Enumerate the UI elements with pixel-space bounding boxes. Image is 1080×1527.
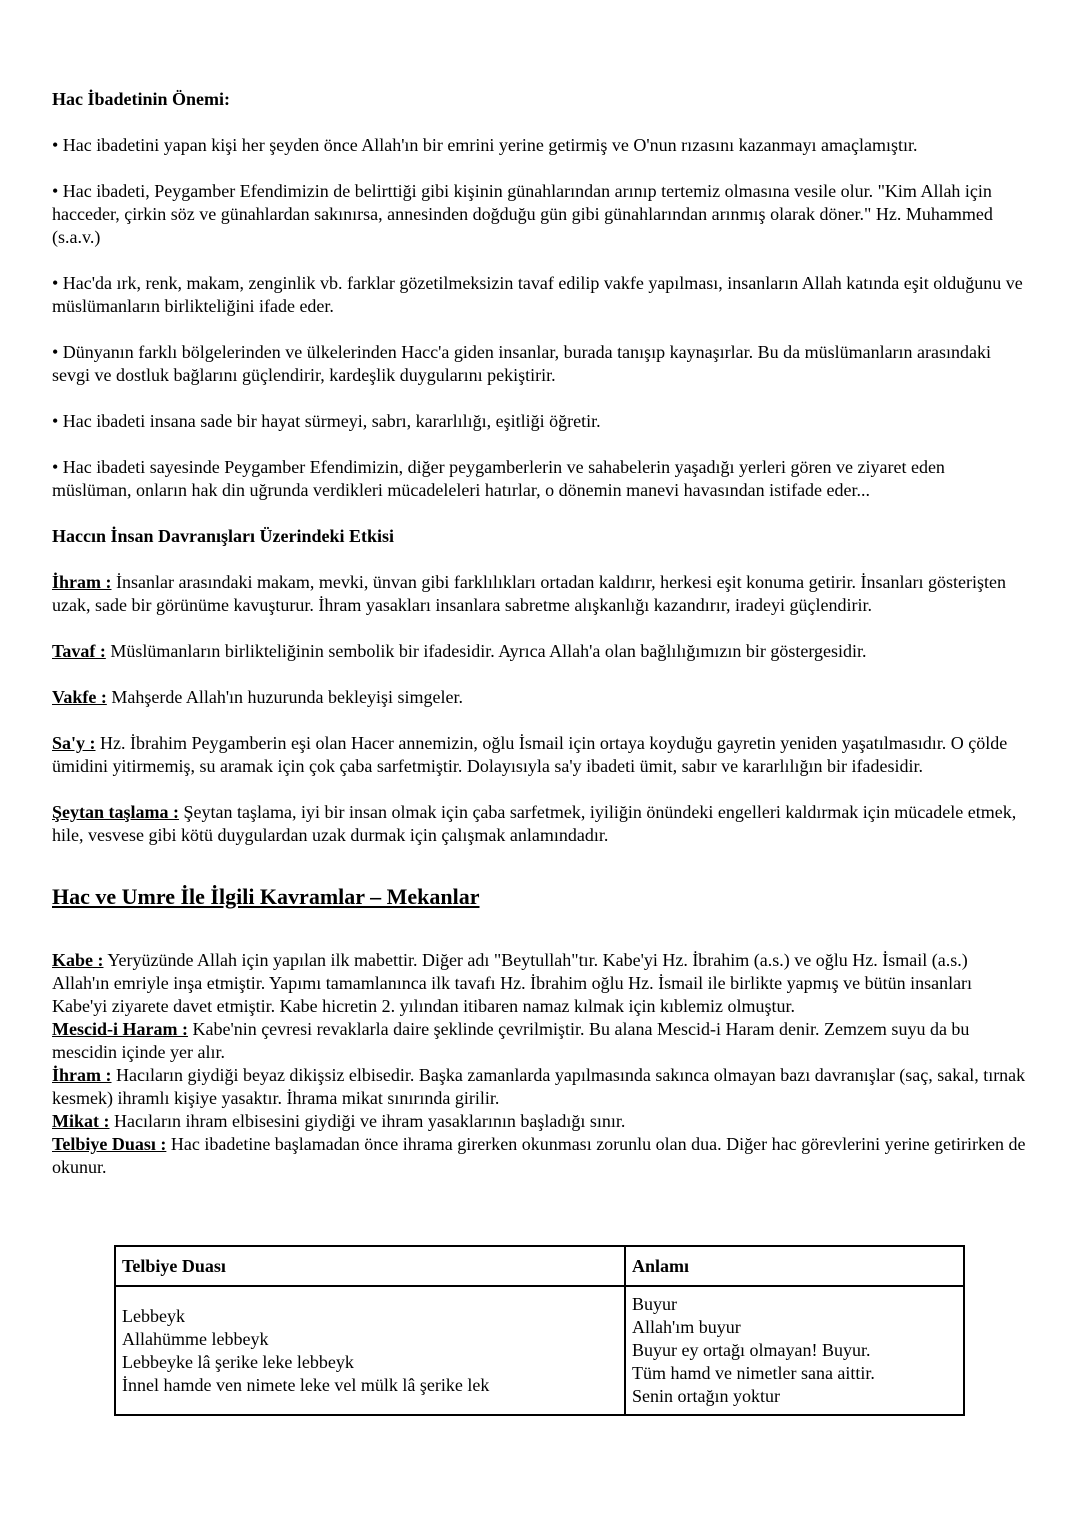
telbiye-line: İnnel hamde ven nimete leke vel mülk lâ şerike lek [122, 1374, 490, 1395]
concept-item [52, 949, 1028, 1018]
telbiye-line: Lebbeyke lâ şerike leke lebbeyk [122, 1351, 354, 1372]
concept-item [52, 1018, 1028, 1064]
concept-item [52, 1064, 1028, 1110]
meaning-line: Buyur [632, 1294, 677, 1314]
importance-bullet: • Dünyanın farklı bölgelerinden ve ülkelerinden Hacc'a giden insanlar, burada tanışıp kaynaşırlar. Bu da müslümanların arasındaki sevgi ve dostluk bağlarını güçlendirir, kardeşlik duygularını pekiştirir. [52, 342, 992, 385]
importance-bullet: • Hac ibadeti, Peygamber Efendimizin de belirttiği gibi kişinin günahlarından arınıp tertemiz olmasına vesile olur. "Kim Allah için hacceder, çirkin söz ve günahlardan sakınırsa, annesinden doğduğu gün gibi günahlarından arınmış olarak döner." Hz. Muhammed (s.a.v.) [52, 181, 993, 247]
meaning-line: Allah'ım buyur [632, 1317, 741, 1337]
concept-term: Mikat : [52, 1111, 110, 1131]
meaning-line: Tüm hamd ve nimetler sana aittir. [632, 1363, 875, 1383]
concept-term: Telbiye Duası : [52, 1134, 167, 1154]
effect-term: Şeytan taşlama : [52, 802, 179, 822]
effect-item [52, 801, 1028, 847]
importance-bullet: • Hac'da ırk, renk, makam, zenginlik vb. farklar gözetilmeksizin tavaf edilip vakfe yapılması, insanların Allah katında eşit olduğunu ve müslümanların birlikteliğini ifade eder. [52, 273, 1023, 316]
concept-item [52, 1133, 1028, 1179]
concept-term: İhram : [52, 1065, 112, 1085]
effect-text: İnsanlar arasındaki makam, mevki, ünvan gibi farklılıkları ortadan kaldırır, herkesi eşit konuma getirir. İnsanları gösterişten uzak, sade bir görünüme kavuşturur. İhram yasakları insanlara sabretme alışkanlığı kazandırır, iradeyi güçlendirir. [52, 572, 1007, 615]
table-header-row [115, 1246, 964, 1286]
effect-item [52, 732, 1028, 778]
concept-text: Hacıların ihram elbisesini giydiği ve ihram yasaklarının başladığı sınır. [109, 1111, 626, 1131]
importance-bullet: • Hac ibadeti insana sade bir hayat sürmeyi, sabrı, kararlılığı, eşitliği öğretir. [52, 411, 601, 431]
importance-bullet: • Hac ibadeti sayesinde Peygamber Efendimizin, diğer peygamberlerin ve sahabelerin yaşadığı yerleri gören ve ziyaret eden müslüman, onların hak din uğrunda verdikleri mücadeleleri hatırlar, o dönemin manevi havasından istifade eder... [52, 457, 945, 500]
concept-item [52, 1110, 1028, 1133]
effect-term: Sa'y : [52, 733, 96, 753]
concepts-heading: Hac ve Umre İle İlgili Kavramlar – Mekanlar [52, 884, 480, 909]
concept-text: Kabe'nin çevresi revaklarla daire şeklinde çevrilmiştir. Bu alana Mescid-i Haram denir. Zemzem suyu da bu mescidin içinde yer alır. [52, 1019, 970, 1062]
effect-text: Müslümanların birlikteliğinin sembolik bir ifadesidir. Ayrıca Allah'a olan bağlılığımızın bir göstergesidir. [105, 641, 867, 661]
effect-item [52, 686, 1028, 709]
concept-term: Mescid-i Haram : [52, 1019, 188, 1039]
telbiye-line: Lebbeyk [122, 1305, 185, 1326]
effect-item [52, 640, 1028, 663]
concept-text: Yeryüzünde Allah için yapılan ilk mabettir. Diğer adı "Beytullah"tır. Kabe'yi Hz. İbrahim (a.s.) ve oğlu Hz. İsmail (a.s.) Allah'ın emriyle inşa etmiştir. Yapımı tamamlanınca ilk tavafı Hz. İbrahim oğlu Hz. İsmail ile birlikte yapmış ve bütün insanları Kabe'yi ziyarete davet etmiştir. Kabe hicretin 2. yılından itibaren namaz kılmak için kıblemiz olmuştur. [52, 950, 973, 1016]
concept-text: Hacıların giydiği beyaz dikişsiz elbisedir. Başka zamanlarda yapılmasında sakınca olmayan bazı davranışlar (saç, sakal, tırnak kesmek) ihramlı kişiye yasaktır. İhrama mikat sınırında girilir. [52, 1065, 1026, 1108]
telbiye-line: Allahümme lebbeyk [122, 1328, 269, 1349]
effect-term: Tavaf : [52, 641, 106, 661]
table-row [115, 1286, 964, 1415]
importance-heading: Hac İbadetinin Önemi: [52, 89, 231, 109]
effect-term: İhram : [52, 572, 112, 592]
telbiye-table [114, 1245, 965, 1416]
meaning-line: Senin ortağın yoktur [632, 1386, 780, 1406]
concept-term: Kabe : [52, 950, 104, 970]
document-page [52, 88, 1028, 1179]
effect-text: Şeytan taşlama, iyi bir insan olmak için çaba sarfetmek, iyiliğin önündeki engelleri kaldırmak için mücadele etmek, hile, vesvese gibi kötü duygulardan uzak durmak için çalışmak anlamındadır. [52, 802, 1017, 845]
meaning-text-cell [625, 1286, 964, 1415]
effect-text: Hz. İbrahim Peygamberin eşi olan Hacer annemizin, oğlu İsmail için ortaya koyduğu gayretin yeniden yaşatılmasıdır. O çölde ümidini yitirmemiş, su aramak için çok çaba sarfetmiştir. Dolayısıyla sa'y ibadeti ümit, sabır ve kararlılığın bir ifadesidir. [52, 733, 1008, 776]
effect-item [52, 571, 1028, 617]
effects-heading: Haccın İnsan Davranışları Üzerindeki Etkisi [52, 526, 395, 546]
importance-bullet: • Hac ibadetini yapan kişi her şeyden önce Allah'ın bir emrini yerine getirmiş ve O'nun rızasını kazanmayı amaçlamıştır. [52, 135, 918, 155]
telbiye-text-cell [115, 1286, 625, 1415]
table-header-telbiye: Telbiye Duası [115, 1246, 625, 1286]
concept-text: Hac ibadetine başlamadan önce ihrama girerken okunması zorunlu olan dua. Diğer hac görevlerini yerine getirirken de okunur. [52, 1134, 1026, 1177]
meaning-line: Buyur ey ortağı olmayan! Buyur. [632, 1340, 871, 1360]
table-header-anlami: Anlamı [625, 1246, 964, 1286]
effect-text: Mahşerde Allah'ın huzurunda bekleyişi simgeler. [106, 687, 464, 707]
effect-term: Vakfe : [52, 687, 107, 707]
